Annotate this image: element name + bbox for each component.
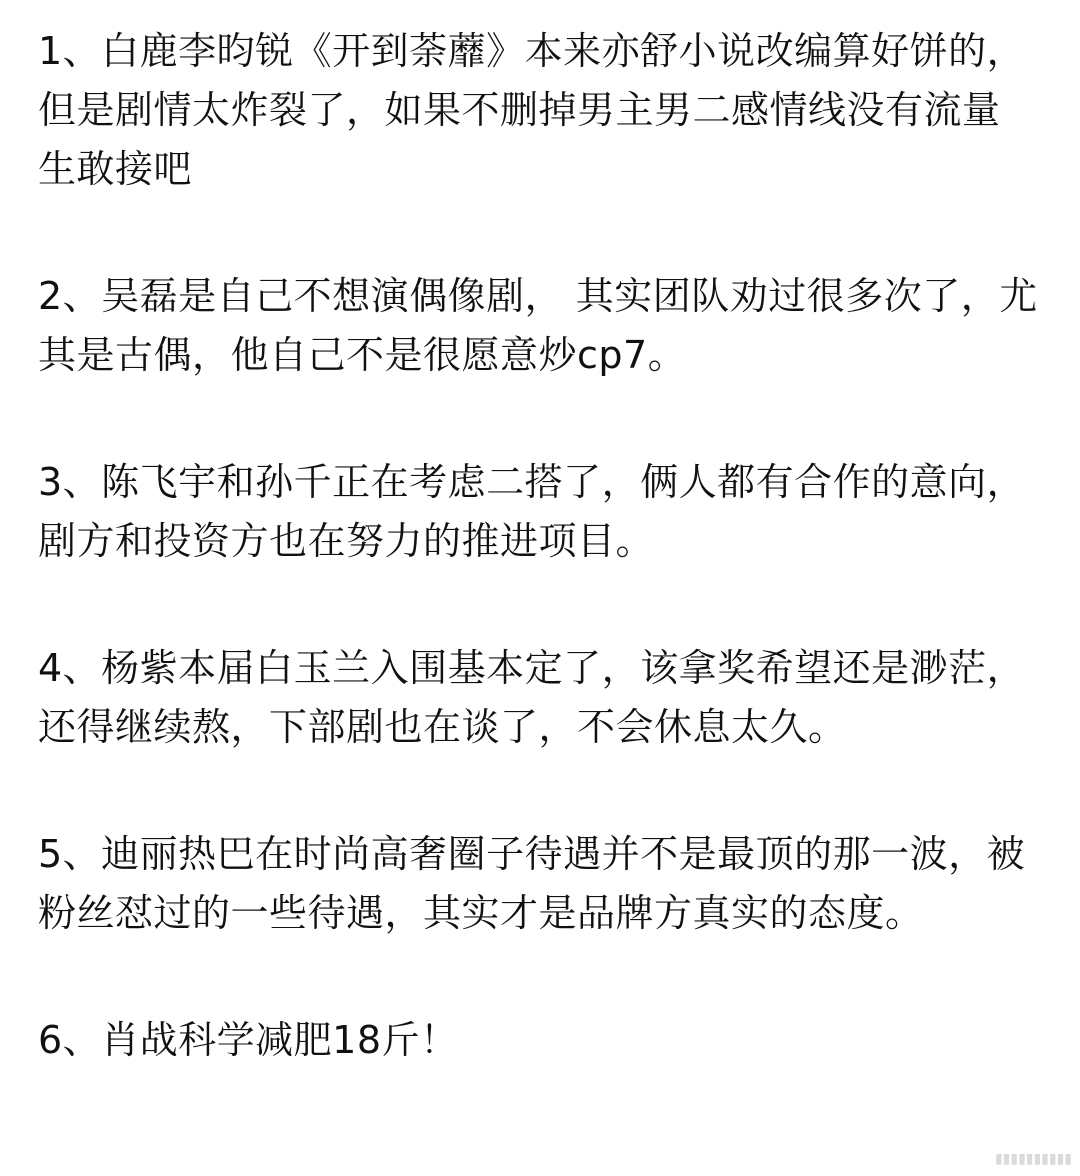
paragraph-6: 6、肖战科学减肥18斤！ — [38, 1018, 459, 1062]
watermark-glyph: ▮▮▮▮▮▮▮▮▮▮ — [994, 1151, 1072, 1167]
paragraph-1: 1、白鹿李昀锐《开到荼蘼》本来亦舒小说改编算好饼的，但是剧情太炸裂了，如果不删掉男主男二感情线没有流量生敢接吧 — [38, 29, 1026, 191]
paragraph-3: 3、陈飞宇和孙千正在考虑二搭了，俩人都有合作的意向，剧方和投资方也在努力的推进项目。 — [38, 460, 1026, 563]
watermark-logo — [862, 1148, 1072, 1170]
post-text — [38, 22, 1038, 1070]
paragraph-4: 4、杨紫本届白玉兰入围基本定了，该拿奖希望还是渺茫，还得继续熬，下部剧也在谈了，不会休息太久。 — [38, 646, 1026, 749]
paragraph-2: 2、吴磊是自己不想演偶像剧， 其实团队劝过很多次了，尤其是古偶，他自己不是很愿意炒cp7。 — [38, 274, 1038, 377]
paragraph-5: 5、迪丽热巴在时尚高奢圈子待遇并不是最顶的那一波，被粉丝怼过的一些待遇，其实才是品牌方真实的态度。 — [38, 832, 1026, 935]
